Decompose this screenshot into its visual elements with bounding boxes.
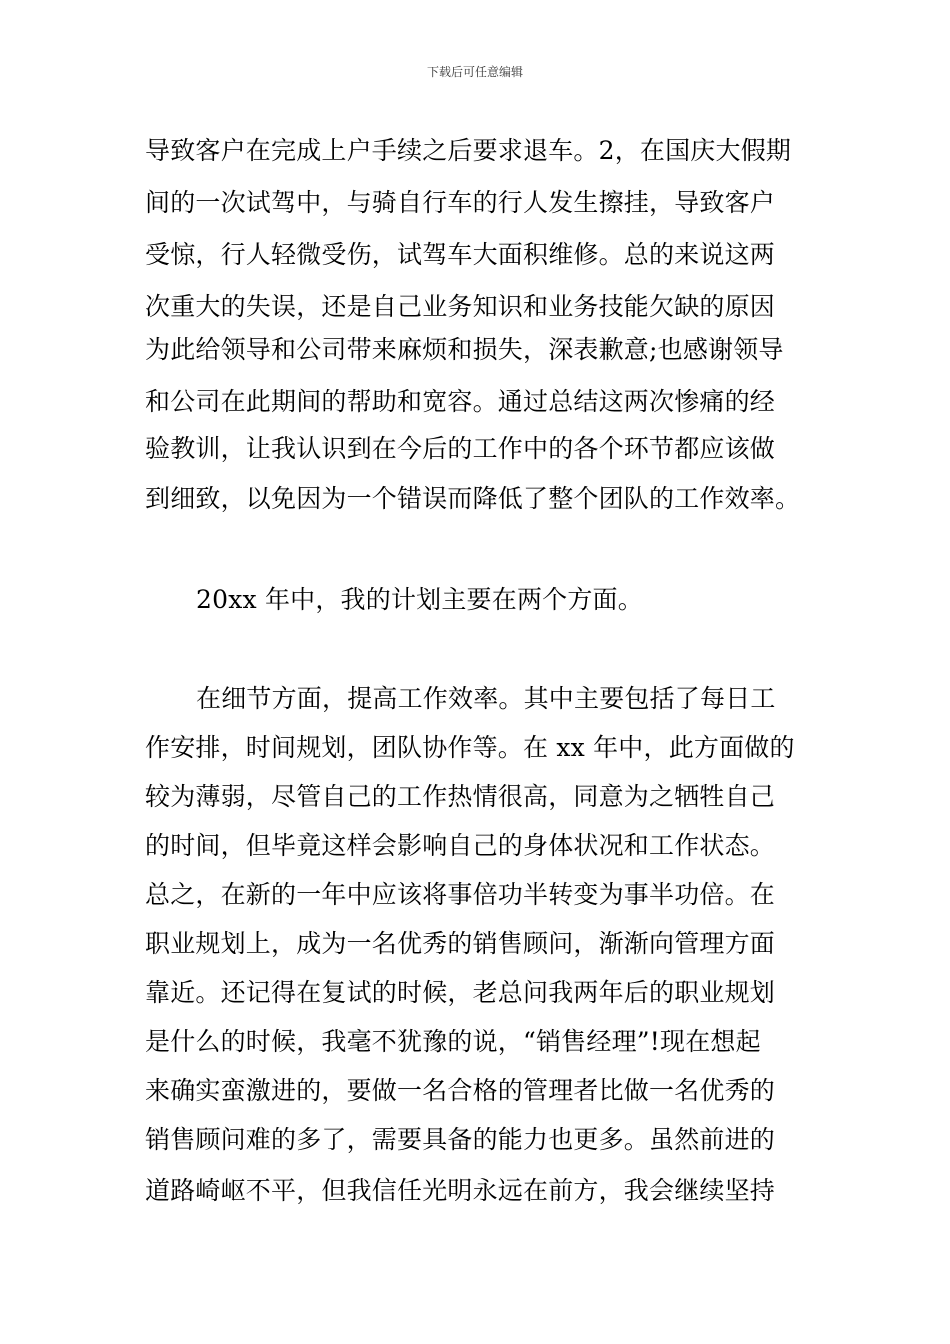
paragraph-line: 在细节方面，提高工作效率。其中主要包括了每日工 — [196, 684, 776, 713]
paragraph-line: 20xx 年中，我的计划主要在两个方面。 — [196, 585, 643, 614]
paragraph-line: 的时间，但毕竟这样会影响自己的身体状况和工作状态。 — [145, 831, 776, 860]
paragraph-line: 职业规划上，成为一名优秀的销售顾问，渐渐向管理方面 — [145, 929, 776, 958]
paragraph-line: 和公司在此期间的帮助和宽容。通过总结这两次惨痛的经 — [145, 387, 776, 416]
paragraph-line: 到细致，以免因为一个错误而降低了整个团队的工作效率。 — [145, 484, 801, 513]
paragraph-line: 是什么的时候，我毫不犹豫的说，“销售经理”!现在想起 — [145, 1027, 761, 1056]
paragraph-line: 为此给领导和公司带来麻烦和损失，深表歉意;也感谢领导 — [145, 335, 784, 364]
paragraph-line: 受惊，行人轻微受伤，试驾车大面积维修。总的来说这两 — [145, 240, 776, 269]
paragraph-line: 间的一次试驾中，与骑自行车的行人发生擦挂，导致客户 — [145, 188, 776, 217]
paragraph-line: 来确实蛮激进的，要做一名合格的管理者比做一名优秀的 — [145, 1076, 776, 1105]
paragraph-line: 总之，在新的一年中应该将事倍功半转变为事半功倍。在 — [145, 880, 776, 909]
paragraph-line: 验教训，让我认识到在今后的工作中的各个环节都应该做 — [145, 434, 776, 463]
paragraph-line: 道路崎岖不平，但我信任光明永远在前方，我会继续坚持 — [145, 1176, 776, 1205]
paragraph-line: 次重大的失误，还是自己业务知识和业务技能欠缺的原因 — [145, 292, 776, 321]
paragraph-line: 导致客户在完成上户手续之后要求退车。2，在国庆大假期 — [145, 136, 792, 165]
paragraph-line: 较为薄弱，尽管自己的工作热情很高，同意为之牺牲自己 — [145, 782, 776, 811]
page-header: 下载后可任意编辑 — [426, 65, 523, 79]
paragraph-line: 销售顾问难的多了，需要具备的能力也更多。虽然前进的 — [145, 1125, 776, 1154]
paragraph-line: 作安排，时间规划，团队协作等。在 xx 年中，此方面做的 — [145, 733, 795, 762]
paragraph-line: 靠近。还记得在复试的时候，老总问我两年后的职业规划 — [145, 978, 776, 1007]
